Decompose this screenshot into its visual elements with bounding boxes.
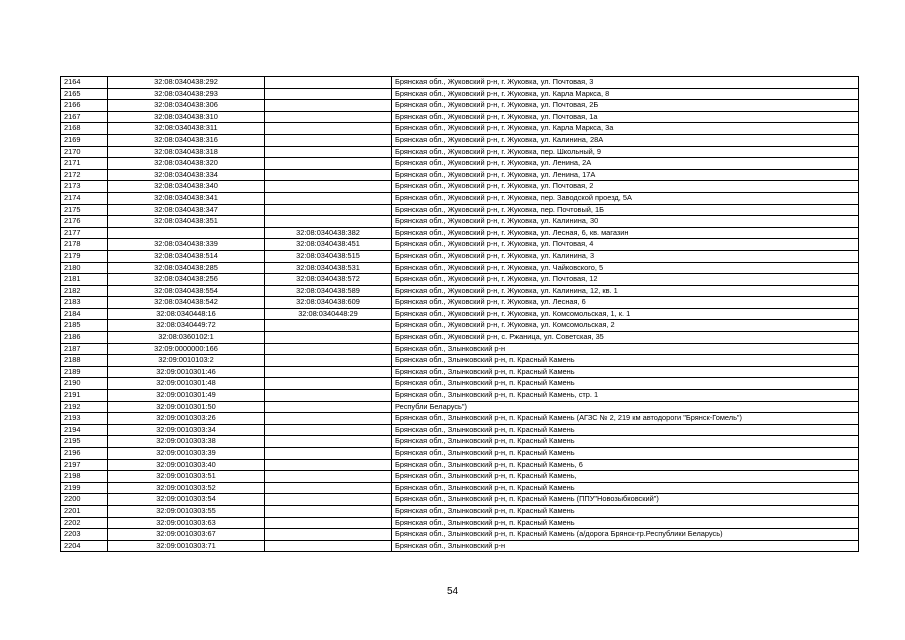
row-number-cell: 2203 bbox=[61, 529, 108, 541]
address-cell: Брянская обл., Жуковский р-н, г. Жуковка, ул. Почтовая, 3 bbox=[392, 77, 859, 89]
table-row bbox=[61, 494, 859, 506]
parent-cadastral-number-cell bbox=[265, 134, 392, 146]
cadastral-number-cell: 32:08:0340438:285 bbox=[108, 262, 265, 274]
row-number-cell: 2171 bbox=[61, 158, 108, 170]
cadastral-number-cell: 32:08:0340438:292 bbox=[108, 77, 265, 89]
page-number: 54 bbox=[446, 586, 459, 597]
parent-cadastral-number-cell: 32:08:0340438:451 bbox=[265, 239, 392, 251]
address-cell: Брянская обл., Злынковский р-н, п. Красный Камень bbox=[392, 517, 859, 529]
row-number-cell: 2196 bbox=[61, 448, 108, 460]
table-row bbox=[61, 308, 859, 320]
parent-cadastral-number-cell bbox=[265, 77, 392, 89]
row-number-cell: 2168 bbox=[61, 123, 108, 135]
row-number-cell: 2167 bbox=[61, 111, 108, 123]
row-number-cell: 2204 bbox=[61, 540, 108, 552]
table-row bbox=[61, 181, 859, 193]
address-cell: Брянская обл., Жуковский р-н, г. Жуковка, ул. Калинина, 28А bbox=[392, 134, 859, 146]
cadastral-number-cell: 32:08:0340438:554 bbox=[108, 285, 265, 297]
address-cell: Брянская обл., Жуковский р-н, г. Жуковка, ул. Комсомольская, 2 bbox=[392, 320, 859, 332]
parent-cadastral-number-cell bbox=[265, 529, 392, 541]
parent-cadastral-number-cell bbox=[265, 517, 392, 529]
cadastral-number-cell: 32:08:0340438:311 bbox=[108, 123, 265, 135]
parent-cadastral-number-cell bbox=[265, 100, 392, 112]
row-number-cell: 2165 bbox=[61, 88, 108, 100]
cadastral-number-cell: 32:08:0340438:306 bbox=[108, 100, 265, 112]
address-cell: Брянская обл., Жуковский р-н, г. Жуковка, ул. Почтовая, 2 bbox=[392, 181, 859, 193]
table-row bbox=[61, 505, 859, 517]
cadastral-number-cell: 32:09:0010303:39 bbox=[108, 448, 265, 460]
cadastral-number-cell: 32:09:0010301:48 bbox=[108, 378, 265, 390]
cadastral-number-cell: 32:09:0010303:71 bbox=[108, 540, 265, 552]
table-row bbox=[61, 401, 859, 413]
cadastral-number-cell: 32:08:0340438:351 bbox=[108, 216, 265, 228]
parent-cadastral-number-cell bbox=[265, 482, 392, 494]
table-row bbox=[61, 436, 859, 448]
table-row bbox=[61, 239, 859, 251]
row-number-cell: 2176 bbox=[61, 216, 108, 228]
address-cell: Брянская обл., Жуковский р-н, г. Жуковка, ул. Лесная, 6 bbox=[392, 297, 859, 309]
parent-cadastral-number-cell bbox=[265, 320, 392, 332]
parent-cadastral-number-cell: 32:08:0340438:589 bbox=[265, 285, 392, 297]
cadastral-number-cell: 32:08:0340438:320 bbox=[108, 158, 265, 170]
row-number-cell: 2191 bbox=[61, 390, 108, 402]
table-row bbox=[61, 250, 859, 262]
table-row bbox=[61, 297, 859, 309]
table-row bbox=[61, 216, 859, 228]
table-row bbox=[61, 285, 859, 297]
row-number-cell: 2166 bbox=[61, 100, 108, 112]
address-cell: Брянская обл., Злынковский р-н, п. Красный Камень bbox=[392, 378, 859, 390]
address-cell: Брянская обл., Жуковский р-н, г. Жуковка, пер. Почтовый, 1Б bbox=[392, 204, 859, 216]
table-row bbox=[61, 123, 859, 135]
table-row bbox=[61, 320, 859, 332]
parent-cadastral-number-cell: 32:08:0340438:382 bbox=[265, 227, 392, 239]
row-number-cell: 2199 bbox=[61, 482, 108, 494]
row-number-cell: 2180 bbox=[61, 262, 108, 274]
parent-cadastral-number-cell bbox=[265, 204, 392, 216]
table-row bbox=[61, 274, 859, 286]
table-row bbox=[61, 413, 859, 425]
cadastral-number-cell: 32:08:0340438:334 bbox=[108, 169, 265, 181]
cadastral-number-cell: 32:08:0340449:72 bbox=[108, 320, 265, 332]
cadastral-number-cell: 32:09:0010303:38 bbox=[108, 436, 265, 448]
row-number-cell: 2187 bbox=[61, 343, 108, 355]
cadastral-number-cell: 32:09:0010301:49 bbox=[108, 390, 265, 402]
address-cell: Брянская обл., Злынковский р-н, п. Красный Камень bbox=[392, 482, 859, 494]
table-row bbox=[61, 262, 859, 274]
table-row bbox=[61, 459, 859, 471]
table-row bbox=[61, 390, 859, 402]
address-cell: Брянская обл., Злынковский р-н, п. Красный Камень bbox=[392, 448, 859, 460]
row-number-cell: 2201 bbox=[61, 505, 108, 517]
cadastral-number-cell: 32:08:0340438:310 bbox=[108, 111, 265, 123]
parent-cadastral-number-cell bbox=[265, 436, 392, 448]
address-cell: Брянская обл., Жуковский р-н, г. Жуковка, пер. Заводской проезд, 5А bbox=[392, 192, 859, 204]
cadastral-number-cell bbox=[108, 227, 265, 239]
parent-cadastral-number-cell bbox=[265, 401, 392, 413]
row-number-cell: 2192 bbox=[61, 401, 108, 413]
cadastral-number-cell: 32:08:0340438:514 bbox=[108, 250, 265, 262]
cadastral-number-cell: 32:08:0340438:316 bbox=[108, 134, 265, 146]
parent-cadastral-number-cell: 32:08:0340448:29 bbox=[265, 308, 392, 320]
parent-cadastral-number-cell bbox=[265, 111, 392, 123]
cadastral-number-cell: 32:08:0340438:347 bbox=[108, 204, 265, 216]
address-cell: Брянская обл., Жуковский р-н, г. Жуковка, ул. Калинина, 12, кв. 1 bbox=[392, 285, 859, 297]
address-cell: Брянская обл., Злынковский р-н, п. Красный Камень bbox=[392, 355, 859, 367]
cadastral-number-cell: 32:09:0010301:46 bbox=[108, 366, 265, 378]
table-row bbox=[61, 77, 859, 89]
address-cell: Брянская обл., Жуковский р-н, г. Жуковка, ул. Лесная, 6, кв. магазин bbox=[392, 227, 859, 239]
table-row bbox=[61, 424, 859, 436]
address-cell: Брянская обл., Злынковский р-н, п. Красный Камень bbox=[392, 436, 859, 448]
row-number-cell: 2179 bbox=[61, 250, 108, 262]
address-cell: Брянская обл., Злынковский р-н bbox=[392, 540, 859, 552]
table-row bbox=[61, 100, 859, 112]
cadastral-number-cell: 32:09:0010303:51 bbox=[108, 471, 265, 483]
parent-cadastral-number-cell bbox=[265, 123, 392, 135]
parent-cadastral-number-cell bbox=[265, 459, 392, 471]
parent-cadastral-number-cell bbox=[265, 355, 392, 367]
cadastral-number-cell: 32:08:0340448:16 bbox=[108, 308, 265, 320]
row-number-cell: 2181 bbox=[61, 274, 108, 286]
cadastral-number-cell: 32:09:0010303:67 bbox=[108, 529, 265, 541]
address-cell: Брянская обл., Жуковский р-н, г. Жуковка, ул. Чайковского, 5 bbox=[392, 262, 859, 274]
cadastral-number-cell: 32:08:0340438:542 bbox=[108, 297, 265, 309]
table-row bbox=[61, 146, 859, 158]
parent-cadastral-number-cell bbox=[265, 378, 392, 390]
address-cell: Брянская обл., Злынковский р-н, п. Красный Камень (ППУ"Новозыбковский") bbox=[392, 494, 859, 506]
parent-cadastral-number-cell bbox=[265, 390, 392, 402]
row-number-cell: 2175 bbox=[61, 204, 108, 216]
cadastral-number-cell: 32:08:0340438:293 bbox=[108, 88, 265, 100]
address-cell: Брянская обл., Жуковский р-н, с. Ржаница, ул. Советская, 35 bbox=[392, 332, 859, 344]
address-cell: Брянская обл., Злынковский р-н, п. Красный Камень (АГЗС № 2, 219 км автодороги "Брянск-Гомель") bbox=[392, 413, 859, 425]
cadastral-number-cell: 32:08:0340438:341 bbox=[108, 192, 265, 204]
row-number-cell: 2186 bbox=[61, 332, 108, 344]
address-cell: Брянская обл., Злынковский р-н, п. Красный Камень bbox=[392, 424, 859, 436]
address-cell: Брянская обл., Жуковский р-н, г. Жуковка, ул. Карла Маркса, 8 bbox=[392, 88, 859, 100]
table-row bbox=[61, 471, 859, 483]
row-number-cell: 2194 bbox=[61, 424, 108, 436]
address-cell: Брянская обл., Злынковский р-н, п. Красный Камень, 6 bbox=[392, 459, 859, 471]
cadastral-number-cell: 32:09:0010303:63 bbox=[108, 517, 265, 529]
parent-cadastral-number-cell bbox=[265, 540, 392, 552]
cadastral-number-cell: 32:09:0010303:26 bbox=[108, 413, 265, 425]
parent-cadastral-number-cell bbox=[265, 366, 392, 378]
address-cell: Брянская обл., Жуковский р-н, г. Жуковка, ул. Калинина, 30 bbox=[392, 216, 859, 228]
table-row bbox=[61, 192, 859, 204]
row-number-cell: 2190 bbox=[61, 378, 108, 390]
row-number-cell: 2169 bbox=[61, 134, 108, 146]
cadastral-number-cell: 32:09:0010303:54 bbox=[108, 494, 265, 506]
parent-cadastral-number-cell bbox=[265, 343, 392, 355]
parent-cadastral-number-cell bbox=[265, 413, 392, 425]
parent-cadastral-number-cell: 32:08:0340438:515 bbox=[265, 250, 392, 262]
address-cell: Брянская обл., Жуковский р-н, г. Жуковка, ул. Ленина, 17А bbox=[392, 169, 859, 181]
property-table bbox=[60, 76, 859, 552]
address-cell: Брянская обл., Злынковский р-н, п. Красный Камень (а/дорога Брянск-гр.Республики Беларусь) bbox=[392, 529, 859, 541]
cadastral-number-cell: 32:09:0000000:166 bbox=[108, 343, 265, 355]
address-cell: Брянская обл., Жуковский р-н, г. Жуковка, пер. Школьный, 9 bbox=[392, 146, 859, 158]
row-number-cell: 2197 bbox=[61, 459, 108, 471]
address-cell: Брянская обл., Злынковский р-н, п. Красный Камень, bbox=[392, 471, 859, 483]
parent-cadastral-number-cell: 32:08:0340438:609 bbox=[265, 297, 392, 309]
row-number-cell: 2178 bbox=[61, 239, 108, 251]
row-number-cell: 2189 bbox=[61, 366, 108, 378]
table-row bbox=[61, 332, 859, 344]
address-cell: Республи Беларусь") bbox=[392, 401, 859, 413]
parent-cadastral-number-cell bbox=[265, 448, 392, 460]
parent-cadastral-number-cell bbox=[265, 158, 392, 170]
parent-cadastral-number-cell bbox=[265, 88, 392, 100]
table-row bbox=[61, 517, 859, 529]
cadastral-number-cell: 32:09:0010103:2 bbox=[108, 355, 265, 367]
row-number-cell: 2200 bbox=[61, 494, 108, 506]
parent-cadastral-number-cell bbox=[265, 169, 392, 181]
row-number-cell: 2184 bbox=[61, 308, 108, 320]
row-number-cell: 2183 bbox=[61, 297, 108, 309]
parent-cadastral-number-cell bbox=[265, 192, 392, 204]
parent-cadastral-number-cell: 32:08:0340438:572 bbox=[265, 274, 392, 286]
table-row bbox=[61, 88, 859, 100]
row-number-cell: 2177 bbox=[61, 227, 108, 239]
table-row bbox=[61, 448, 859, 460]
table-row bbox=[61, 366, 859, 378]
table-row bbox=[61, 343, 859, 355]
row-number-cell: 2172 bbox=[61, 169, 108, 181]
parent-cadastral-number-cell bbox=[265, 146, 392, 158]
address-cell: Брянская обл., Злынковский р-н, п. Красный Камень bbox=[392, 505, 859, 517]
row-number-cell: 2193 bbox=[61, 413, 108, 425]
parent-cadastral-number-cell: 32:08:0340438:531 bbox=[265, 262, 392, 274]
table-row bbox=[61, 482, 859, 494]
address-cell: Брянская обл., Жуковский р-н, г. Жуковка, ул. Почтовая, 2Б bbox=[392, 100, 859, 112]
parent-cadastral-number-cell bbox=[265, 424, 392, 436]
address-cell: Брянская обл., Жуковский р-н, г. Жуковка, ул. Почтовая, 4 bbox=[392, 239, 859, 251]
row-number-cell: 2198 bbox=[61, 471, 108, 483]
table-row bbox=[61, 158, 859, 170]
address-cell: Брянская обл., Жуковский р-н, г. Жуковка, ул. Почтовая, 1а bbox=[392, 111, 859, 123]
row-number-cell: 2188 bbox=[61, 355, 108, 367]
row-number-cell: 2185 bbox=[61, 320, 108, 332]
parent-cadastral-number-cell bbox=[265, 471, 392, 483]
row-number-cell: 2174 bbox=[61, 192, 108, 204]
parent-cadastral-number-cell bbox=[265, 494, 392, 506]
table-row bbox=[61, 540, 859, 552]
property-table-body bbox=[61, 77, 859, 552]
parent-cadastral-number-cell bbox=[265, 332, 392, 344]
table-row bbox=[61, 111, 859, 123]
table-row bbox=[61, 134, 859, 146]
table-row bbox=[61, 355, 859, 367]
cadastral-number-cell: 32:08:0340438:340 bbox=[108, 181, 265, 193]
cadastral-number-cell: 32:09:0010303:55 bbox=[108, 505, 265, 517]
table-row bbox=[61, 378, 859, 390]
cadastral-number-cell: 32:09:0010303:52 bbox=[108, 482, 265, 494]
cadastral-number-cell: 32:08:0340438:318 bbox=[108, 146, 265, 158]
table-row bbox=[61, 227, 859, 239]
parent-cadastral-number-cell bbox=[265, 216, 392, 228]
row-number-cell: 2164 bbox=[61, 77, 108, 89]
cadastral-number-cell: 32:08:0360102:1 bbox=[108, 332, 265, 344]
address-cell: Брянская обл., Злынковский р-н bbox=[392, 343, 859, 355]
parent-cadastral-number-cell bbox=[265, 181, 392, 193]
cadastral-number-cell: 32:09:0010301:50 bbox=[108, 401, 265, 413]
cadastral-number-cell: 32:09:0010303:34 bbox=[108, 424, 265, 436]
address-cell: Брянская обл., Жуковский р-н, г. Жуковка, ул. Карла Маркса, 3а bbox=[392, 123, 859, 135]
cadastral-number-cell: 32:08:0340438:256 bbox=[108, 274, 265, 286]
table-row bbox=[61, 204, 859, 216]
table-row bbox=[61, 529, 859, 541]
parent-cadastral-number-cell bbox=[265, 505, 392, 517]
cadastral-number-cell: 32:09:0010303:40 bbox=[108, 459, 265, 471]
row-number-cell: 2182 bbox=[61, 285, 108, 297]
row-number-cell: 2195 bbox=[61, 436, 108, 448]
address-cell: Брянская обл., Жуковский р-н, г. Жуковка, ул. Калинина, 3 bbox=[392, 250, 859, 262]
table-row bbox=[61, 169, 859, 181]
row-number-cell: 2170 bbox=[61, 146, 108, 158]
row-number-cell: 2173 bbox=[61, 181, 108, 193]
address-cell: Брянская обл., Жуковский р-н, г. Жуковка, ул. Почтовая, 12 bbox=[392, 274, 859, 286]
address-cell: Брянская обл., Злынковский р-н, п. Красный Камень, стр. 1 bbox=[392, 390, 859, 402]
address-cell: Брянская обл., Злынковский р-н, п. Красный Камень bbox=[392, 366, 859, 378]
address-cell: Брянская обл., Жуковский р-н, г. Жуковка, ул. Комсомольская, 1, к. 1 bbox=[392, 308, 859, 320]
address-cell: Брянская обл., Жуковский р-н, г. Жуковка, ул. Ленина, 2А bbox=[392, 158, 859, 170]
row-number-cell: 2202 bbox=[61, 517, 108, 529]
cadastral-number-cell: 32:08:0340438:339 bbox=[108, 239, 265, 251]
